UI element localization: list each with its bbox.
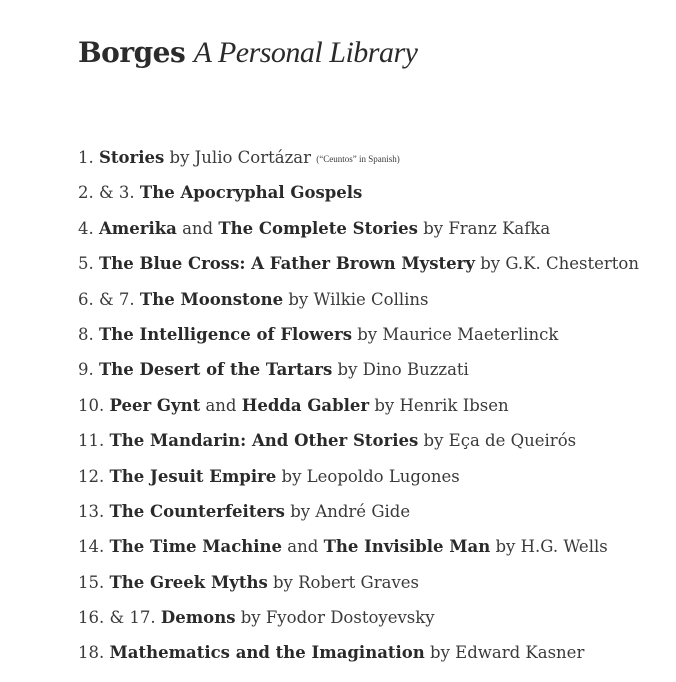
book-title: The Moonstone — [139, 289, 284, 309]
list-item — [78, 252, 639, 287]
book-author: by Robert Graves — [272, 572, 420, 592]
book-title: Amerika — [99, 218, 177, 238]
item-number: 12. — [78, 466, 105, 486]
book-title: The Greek Myths — [109, 572, 268, 592]
book-author: by G.K. Chesterton — [480, 254, 639, 274]
book-author: by André Gide — [290, 501, 411, 521]
book-title: The Blue Cross: A Father Brown Mystery — [99, 254, 475, 274]
list-item — [78, 358, 639, 393]
book-title: The Complete Stories — [218, 218, 418, 238]
list-item — [78, 500, 639, 535]
book-title: Demons — [160, 608, 236, 628]
list-item — [78, 181, 639, 216]
list-item — [78, 571, 639, 606]
book-title: The Intelligence of Flowers — [99, 324, 352, 344]
book-author: by Eça de Queirós — [423, 431, 577, 451]
list-item — [78, 465, 639, 500]
item-number: 5. — [78, 254, 94, 274]
list-item — [78, 535, 639, 570]
book-list — [78, 146, 639, 677]
item-number: 11. — [78, 431, 105, 451]
book-title: The Jesuit Empire — [109, 466, 277, 486]
book-title: Peer Gynt — [109, 395, 201, 415]
book-author: by Maurice Maeterlinck — [357, 324, 559, 344]
book-title: The Apocryphal Gospels — [139, 183, 363, 203]
book-author: by Wilkie Collins — [288, 289, 429, 309]
item-number: 2. & 3. — [78, 183, 135, 203]
book-title: Mathematics and the Imagination — [109, 643, 425, 663]
book-title: The Desert of the Tartars — [99, 360, 333, 380]
item-number: 4. — [78, 218, 94, 238]
item-number: 8. — [78, 324, 94, 344]
item-number: 15. — [78, 572, 105, 592]
item-number: 6. & 7. — [78, 289, 135, 309]
list-item — [78, 429, 639, 464]
list-item — [78, 288, 639, 323]
list-item — [78, 641, 639, 676]
book-title: Hedda Gabler — [241, 395, 370, 415]
list-item — [78, 606, 639, 641]
item-connector: and — [287, 537, 319, 557]
item-number: 10. — [78, 395, 105, 415]
book-author: by Edward Kasner — [430, 643, 585, 663]
book-title: The Time Machine — [109, 537, 283, 557]
book-author: by Dino Buzzati — [337, 360, 469, 380]
page-title — [78, 36, 417, 70]
item-number: 16. & 17. — [78, 608, 156, 628]
item-connector: and — [182, 218, 214, 238]
item-number: 1. — [78, 148, 94, 167]
book-title: The Mandarin: And Other Stories — [109, 431, 419, 451]
book-author: by Fyodor Dostoyevsky — [240, 608, 435, 628]
book-title: Stories — [99, 148, 165, 167]
book-title: The Counterfeiters — [109, 501, 285, 521]
page-title-subtitle: A Personal Library — [193, 36, 418, 69]
item-number: 18. — [78, 643, 105, 663]
book-title: The Invisible Man — [323, 537, 491, 557]
item-connector: and — [205, 395, 237, 415]
book-author: by Julio Cortázar — [169, 148, 311, 167]
list-item — [78, 146, 639, 181]
list-item — [78, 323, 639, 358]
book-author: by Leopoldo Lugones — [281, 466, 460, 486]
book-note: (“Ceuntos” in Spanish) — [316, 154, 400, 164]
page-title-author: Borges — [78, 36, 186, 69]
book-author: by H.G. Wells — [495, 537, 608, 557]
book-author: by Henrik Ibsen — [374, 395, 509, 415]
list-item — [78, 217, 639, 252]
item-number: 9. — [78, 360, 94, 380]
list-item — [78, 394, 639, 429]
item-number: 14. — [78, 537, 105, 557]
item-number: 13. — [78, 501, 105, 521]
book-author: by Franz Kafka — [423, 218, 551, 238]
